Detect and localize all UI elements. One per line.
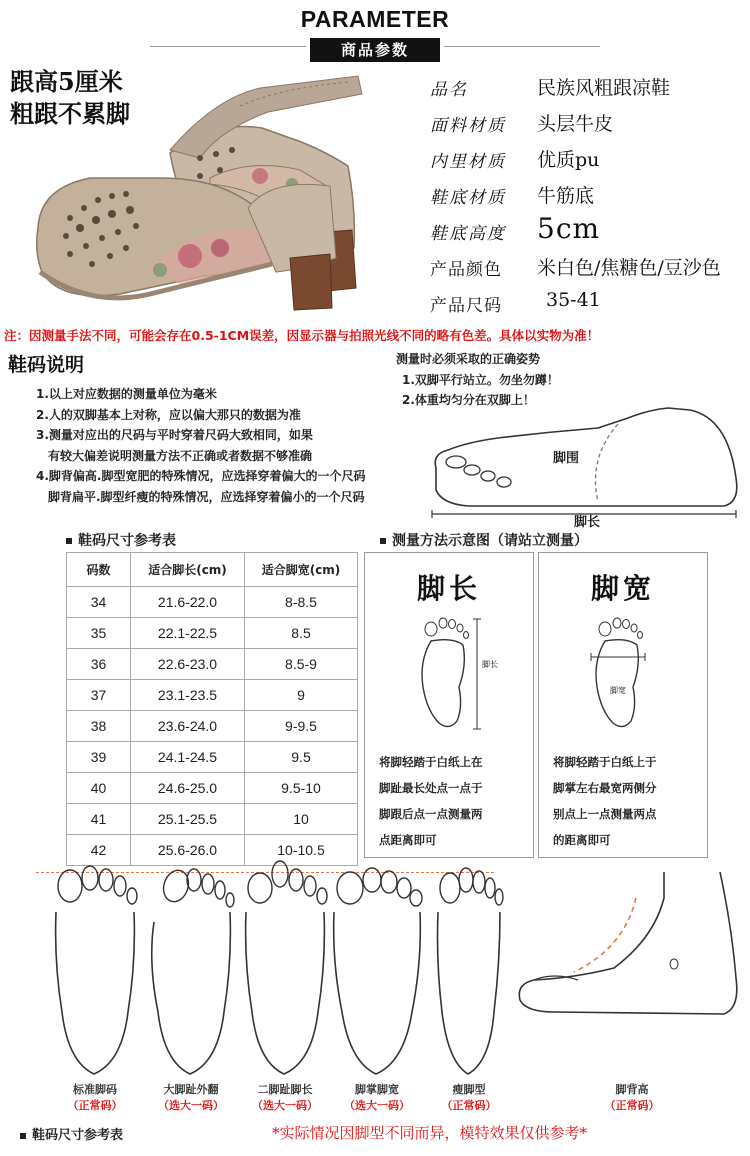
guide-item: 有较大偏差说明测量方法不正确或者数据不够准确 xyxy=(48,448,313,463)
foot-outline-width-icon xyxy=(583,611,663,733)
table-row xyxy=(67,835,358,866)
table-cell: 10-10.5 xyxy=(245,835,358,866)
table-cell: 25.1-25.5 xyxy=(131,804,245,835)
size-guide-title: 鞋码说明 xyxy=(8,354,85,376)
table-cell: 9.5-10 xyxy=(245,773,358,804)
header-divider-right xyxy=(444,46,600,47)
param-row xyxy=(422,214,740,250)
foot-wide-icon xyxy=(332,862,422,1082)
foot-type-advice: （选大一码） xyxy=(158,1099,224,1112)
param-label: 品名 xyxy=(430,80,468,100)
table-cell: 40 xyxy=(67,773,131,804)
desc-line: 脚趾最长处点一点于 xyxy=(379,781,483,795)
foot-standard-icon xyxy=(50,862,140,1082)
desc-line: 别点上一点测量两点 xyxy=(553,807,657,821)
param-value: 民族风粗跟凉鞋 xyxy=(537,77,671,99)
table-row xyxy=(67,649,358,680)
guide-item: 1.以上对应数据的测量单位为毫米 xyxy=(36,387,217,401)
table-cell: 37 xyxy=(67,680,131,711)
foot-type-label xyxy=(327,1082,427,1114)
table-cell: 8-8.5 xyxy=(245,587,358,618)
foot-type-advice: （正常码） xyxy=(604,1099,660,1112)
foot-type-name: 二脚趾脚长 xyxy=(257,1083,313,1096)
posture-item: 1.双脚平行站立。勿坐勿蹲！ xyxy=(402,373,559,387)
bullet-square-icon xyxy=(66,538,72,544)
foot-type-label xyxy=(235,1082,335,1114)
heel-note-line-2: 粗跟不累脚 xyxy=(10,99,130,128)
param-label: 内里材质 xyxy=(430,152,506,172)
parameter-table xyxy=(422,70,740,322)
foot-girth-label: 脚围 xyxy=(553,451,580,466)
measurement-notice: 注：因测量手法不同，可能会存在0.5-1CM误差，因显示器与拍照光线不同的略有色差。具体以实物为准！ xyxy=(4,328,600,343)
table-cell: 25.6-26.0 xyxy=(131,835,245,866)
foot-bunion-icon xyxy=(146,862,236,1082)
table-row xyxy=(67,773,358,804)
table-cell: 22.1-22.5 xyxy=(131,618,245,649)
table-row xyxy=(67,618,358,649)
table-cell: 24.6-25.0 xyxy=(131,773,245,804)
table-row xyxy=(67,680,358,711)
heel-height-note xyxy=(10,66,130,130)
table-cell: 23.1-23.5 xyxy=(131,680,245,711)
header-divider-left xyxy=(150,46,306,47)
foot-type-advice: （正常码） xyxy=(441,1099,497,1112)
table-cell: 21.6-22.0 xyxy=(131,587,245,618)
param-value: 5cm xyxy=(537,212,601,245)
guide-item: 3.测量对应出的尺码与平时穿着尺码大致相同，如果 xyxy=(36,428,313,442)
measure-width-desc xyxy=(553,749,703,853)
foot-side-illustration xyxy=(428,398,744,528)
footer-disclaimer: *实际情况因脚型不同而异，模特效果仅供参考* xyxy=(272,1124,588,1142)
table-row xyxy=(67,711,358,742)
param-value: 优质pu xyxy=(537,149,600,171)
page-title: PARAMETER xyxy=(300,6,450,32)
param-row xyxy=(422,70,740,106)
bullet-square-icon xyxy=(20,1133,26,1139)
foot-type-name: 标准脚码 xyxy=(73,1083,117,1096)
param-value: 牛筋底 xyxy=(537,185,595,207)
foot-type-label xyxy=(141,1082,241,1114)
footer-heading-text: 鞋码尺寸参考表 xyxy=(32,1128,124,1143)
table-cell: 9-9.5 xyxy=(245,711,358,742)
footer-section-heading xyxy=(20,1124,123,1143)
desc-line: 的距离即可 xyxy=(553,833,611,847)
table-row xyxy=(67,742,358,773)
table-header-row xyxy=(67,553,358,587)
foot-high-instep-icon xyxy=(514,868,744,1018)
param-label: 鞋底材质 xyxy=(430,188,506,208)
table-cell: 9 xyxy=(245,680,358,711)
desc-line: 脚掌左右最宽两侧分 xyxy=(553,781,657,795)
column-header: 适合脚长(cm) xyxy=(131,553,245,587)
table-row xyxy=(67,587,358,618)
posture-title: 测量时必须采取的正确姿势 xyxy=(396,352,541,366)
param-value: 35-41 xyxy=(546,289,601,311)
table-cell: 35 xyxy=(67,618,131,649)
size-table-heading xyxy=(66,530,176,550)
table-cell: 36 xyxy=(67,649,131,680)
column-header: 适合脚宽(cm) xyxy=(245,553,358,587)
desc-line: 将脚轻踏于白纸上在 xyxy=(379,755,483,769)
foot-type-name: 脚背高 xyxy=(615,1083,649,1096)
param-row xyxy=(422,106,740,142)
heel-note-line-1: 跟高5厘米 xyxy=(10,67,123,96)
param-value: 米白色/焦糖色/豆沙色 xyxy=(537,257,721,279)
size-table-title: 鞋码尺寸参考表 xyxy=(78,533,176,549)
size-table xyxy=(66,552,358,866)
measure-length-title: 脚长 xyxy=(416,572,481,605)
table-cell: 8.5 xyxy=(245,618,358,649)
measure-width-panel xyxy=(538,552,708,858)
foot-outline-length-icon xyxy=(409,611,498,733)
param-label: 产品颜色 xyxy=(430,260,502,280)
guide-item: 2.人的双脚基本上对称，应以偏大那只的数据为准 xyxy=(36,407,301,422)
size-guide-list xyxy=(36,384,365,507)
foot-type-name: 大脚趾外翻 xyxy=(163,1083,219,1096)
table-cell: 23.6-24.0 xyxy=(131,711,245,742)
foot-type-label xyxy=(419,1082,519,1114)
foot-type-advice: （选大一码） xyxy=(252,1099,318,1112)
param-value: 头层牛皮 xyxy=(537,113,614,135)
table-cell: 24.1-24.5 xyxy=(131,742,245,773)
foot-type-advice: （正常码） xyxy=(67,1099,123,1112)
measure-heading xyxy=(380,530,588,550)
param-row xyxy=(422,178,740,214)
foot-length-label: 脚长 xyxy=(574,515,601,530)
bullet-square-icon xyxy=(380,538,386,544)
param-label: 鞋底高度 xyxy=(430,224,506,244)
desc-line: 脚跟后点一点测量两 xyxy=(379,807,483,821)
length-axis-label: 脚长 xyxy=(482,660,498,669)
guide-item: 脚背扁平.脚型纤瘦的特殊情况，应选择穿着偏小的一个尺码 xyxy=(48,489,365,504)
table-cell: 38 xyxy=(67,711,131,742)
foot-type-advice: （选大一码） xyxy=(344,1099,410,1112)
table-cell: 8.5-9 xyxy=(245,649,358,680)
measure-length-desc xyxy=(379,749,529,853)
header-subtitle: 商品参数 xyxy=(310,38,440,62)
measure-width-title: 脚宽 xyxy=(590,572,655,605)
table-cell: 42 xyxy=(67,835,131,866)
param-label: 产品尺码 xyxy=(430,296,502,316)
foot-type-name: 瘦脚型 xyxy=(452,1083,486,1096)
param-row xyxy=(422,250,740,286)
measure-length-panel xyxy=(364,552,534,858)
param-row xyxy=(422,142,740,178)
table-cell: 41 xyxy=(67,804,131,835)
width-axis-label: 脚宽 xyxy=(610,686,626,695)
foot-long-second-toe-icon xyxy=(240,862,330,1082)
measure-title: 测量方法示意图（请站立测量） xyxy=(392,533,588,549)
desc-line: 点距离即可 xyxy=(379,833,437,847)
foot-type-label xyxy=(582,1082,682,1114)
table-cell: 9.5 xyxy=(245,742,358,773)
guide-item: 4.脚背偏高.脚型宽肥的特殊情况，应选择穿着偏大的一个尺码 xyxy=(36,469,366,483)
desc-line: 将脚轻踏于白纸上于 xyxy=(553,755,657,769)
foot-slim-icon xyxy=(424,862,514,1082)
table-row xyxy=(67,804,358,835)
foot-type-name: 脚掌脚宽 xyxy=(355,1083,399,1096)
foot-type-label xyxy=(45,1082,145,1114)
param-label: 面料材质 xyxy=(430,116,506,136)
param-row xyxy=(422,286,740,322)
shoe-front xyxy=(37,166,336,311)
column-header: 码数 xyxy=(67,553,131,587)
table-cell: 34 xyxy=(67,587,131,618)
table-cell: 10 xyxy=(245,804,358,835)
table-cell: 22.6-23.0 xyxy=(131,649,245,680)
posture-item: 2.体重均匀分在双脚上！ xyxy=(402,393,535,407)
table-cell: 39 xyxy=(67,742,131,773)
